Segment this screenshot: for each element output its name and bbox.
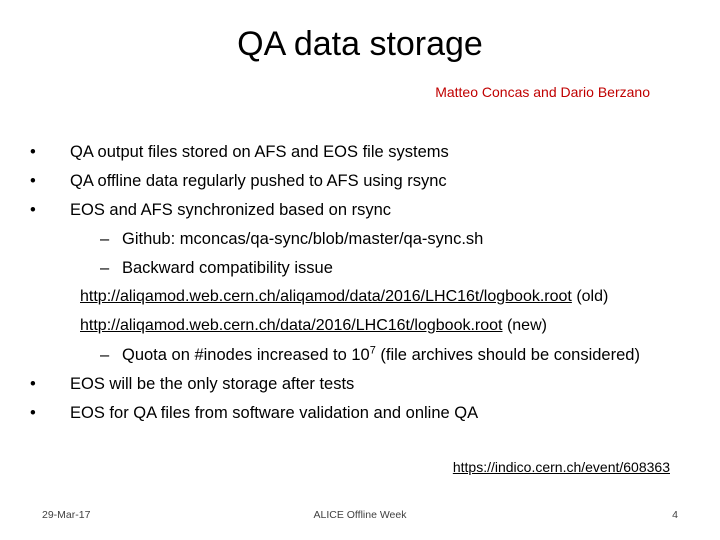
quota-exponent: 7 xyxy=(369,344,376,357)
sub-item-quota xyxy=(80,344,640,366)
footer-title: ALICE Offline Week xyxy=(313,509,407,521)
sub-item-text: Github: mconcas/qa-sync/blob/master/qa-sync.sh xyxy=(122,230,484,248)
sub-item-github xyxy=(80,228,483,250)
bullet-item: EOS and AFS synchronized based on rsync xyxy=(70,201,392,219)
bullet-item: QA output files stored on AFS and EOS file systems xyxy=(70,143,449,161)
footer-date: 29-Mar-17 xyxy=(42,509,91,521)
url-new-suffix: (new) xyxy=(502,317,547,334)
slide-title: QA data storage xyxy=(237,25,483,63)
dash-marker: – xyxy=(100,346,110,364)
sub-item-compat xyxy=(80,257,333,279)
dash-marker: – xyxy=(100,259,110,277)
url-old-suffix: (old) xyxy=(571,288,609,305)
quota-text: Quota on #inodes increased to 10 xyxy=(122,346,370,364)
quota-suffix: (file archives should be considered) xyxy=(375,346,640,364)
bullet-marker: • xyxy=(30,172,36,190)
bullet-item: EOS for QA files from software validation and online QA xyxy=(70,404,479,422)
bullet-marker: • xyxy=(30,375,36,393)
url-new-link[interactable]: http://aliqamod.web.cern.ch/data/2016/LHC16t/logbook.root xyxy=(80,317,503,334)
url-new-line xyxy=(80,315,547,337)
sub-item-text: Backward compatibility issue xyxy=(122,259,333,277)
bullet-marker: • xyxy=(30,201,36,219)
dash-marker: – xyxy=(100,230,110,248)
slide-authors: Matteo Concas and Dario Berzano xyxy=(435,84,650,100)
bullet-marker: • xyxy=(30,143,36,161)
bullet-item: QA offline data regularly pushed to AFS using rsync xyxy=(70,172,447,190)
bullet-marker: • xyxy=(30,404,36,422)
bullet-item: EOS will be the only storage after tests xyxy=(70,375,355,393)
url-old-link[interactable]: http://aliqamod.web.cern.ch/aliqamod/data/2016/LHC16t/logbook.root xyxy=(80,288,572,305)
footer-page-number: 4 xyxy=(672,509,678,521)
event-link[interactable]: https://indico.cern.ch/event/608363 xyxy=(452,459,670,475)
url-old-line xyxy=(80,286,608,308)
